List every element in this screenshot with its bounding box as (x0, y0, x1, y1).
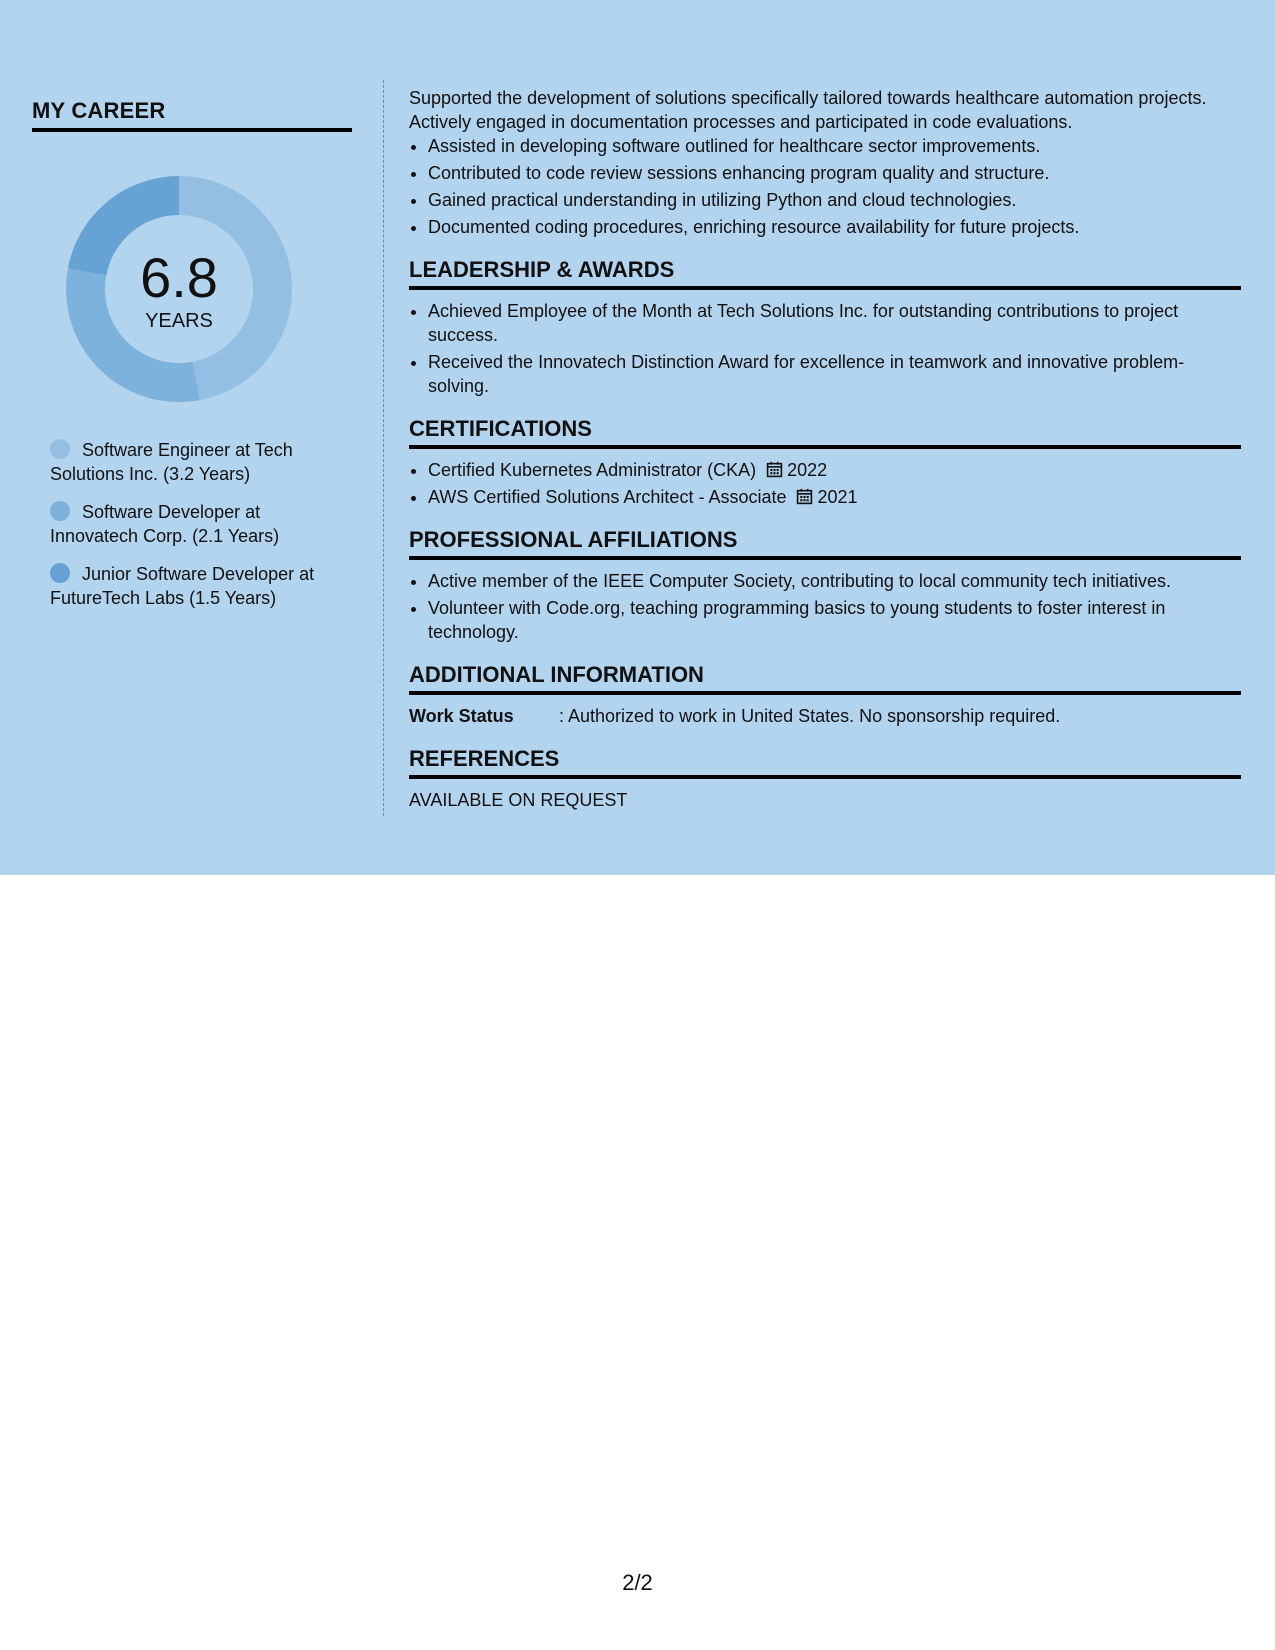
additional-info-heading: ADDITIONAL INFORMATION (409, 661, 1241, 695)
affiliations-list (409, 569, 1241, 644)
legend-item (50, 438, 350, 486)
list-item: • Volunteer with Code.org, teaching programming basics to young students to foster interest in technology. (428, 596, 1241, 644)
work-status-row (409, 704, 1241, 728)
certification-item (428, 485, 1241, 509)
list-item: • Documented coding procedures, enriching resource availability for future projects. (428, 215, 1241, 239)
experience-bullets (409, 134, 1241, 239)
list-item: • Received the Innovatech Distinction Award for excellence in teamwork and innovative problem-solving. (428, 350, 1241, 398)
certification-year: 2022 (787, 460, 828, 480)
donut-center (66, 176, 292, 402)
calendar-icon (766, 461, 783, 478)
leadership-list (409, 299, 1241, 398)
work-status-value: : Authorized to work in United States. No sponsorship required. (559, 706, 1061, 726)
list-item: • Active member of the IEEE Computer Society, contributing to local community tech initiatives. (428, 569, 1241, 593)
list-item: • Achieved Employee of the Month at Tech Solutions Inc. for outstanding contributions to project success. (428, 299, 1241, 347)
list-item: • Contributed to code review sessions enhancing program quality and structure. (428, 161, 1241, 185)
certification-name: AWS Certified Solutions Architect - Associate (428, 487, 787, 507)
legend-item (50, 562, 350, 610)
career-title: MY CAREER (32, 98, 352, 132)
calendar-icon (796, 488, 813, 505)
certification-item (428, 458, 1241, 482)
leadership-heading: LEADERSHIP & AWARDS (409, 256, 1241, 290)
references-text: AVAILABLE ON REQUEST (409, 790, 628, 810)
certification-year: 2021 (817, 487, 858, 507)
references-heading: REFERENCES (409, 745, 1241, 779)
certifications-heading: CERTIFICATIONS (409, 415, 1241, 449)
career-sidebar (32, 98, 352, 608)
list-item: • Gained practical understanding in utilizing Python and cloud technologies. (428, 188, 1241, 212)
column-divider (383, 80, 384, 816)
legend-dot-icon (50, 501, 70, 521)
work-status-label: Work Status (409, 706, 514, 726)
affiliations-heading: PROFESSIONAL AFFILIATIONS (409, 526, 1241, 560)
legend-item (50, 500, 350, 548)
legend-dot-icon (50, 439, 70, 459)
career-legend (50, 438, 350, 624)
certification-name: Certified Kubernetes Administrator (CKA) (428, 460, 757, 480)
list-item: • Assisted in developing software outlined for healthcare sector improvements. (428, 134, 1241, 158)
total-years-unit: YEARS (145, 310, 213, 332)
legend-dot-icon (50, 563, 70, 583)
certifications-list (409, 458, 1241, 509)
legend-label: Software Engineer at Tech Solutions Inc. (3.2 Years) (50, 440, 293, 484)
legend-label: Junior Software Developer at FutureTech Labs (1.5 Years) (50, 564, 315, 608)
total-years-value: 6.8 (140, 246, 218, 309)
legend-label: Software Developer at Innovatech Corp. (2.1 Years) (50, 502, 280, 546)
experience-description: Supported the development of solutions specifically tailored towards healthcare automation projects. Actively engaged in documentation processes and participated in code evaluations. (409, 88, 1207, 132)
main-content (409, 86, 1241, 812)
page-number: 2/2 (622, 1570, 653, 1595)
